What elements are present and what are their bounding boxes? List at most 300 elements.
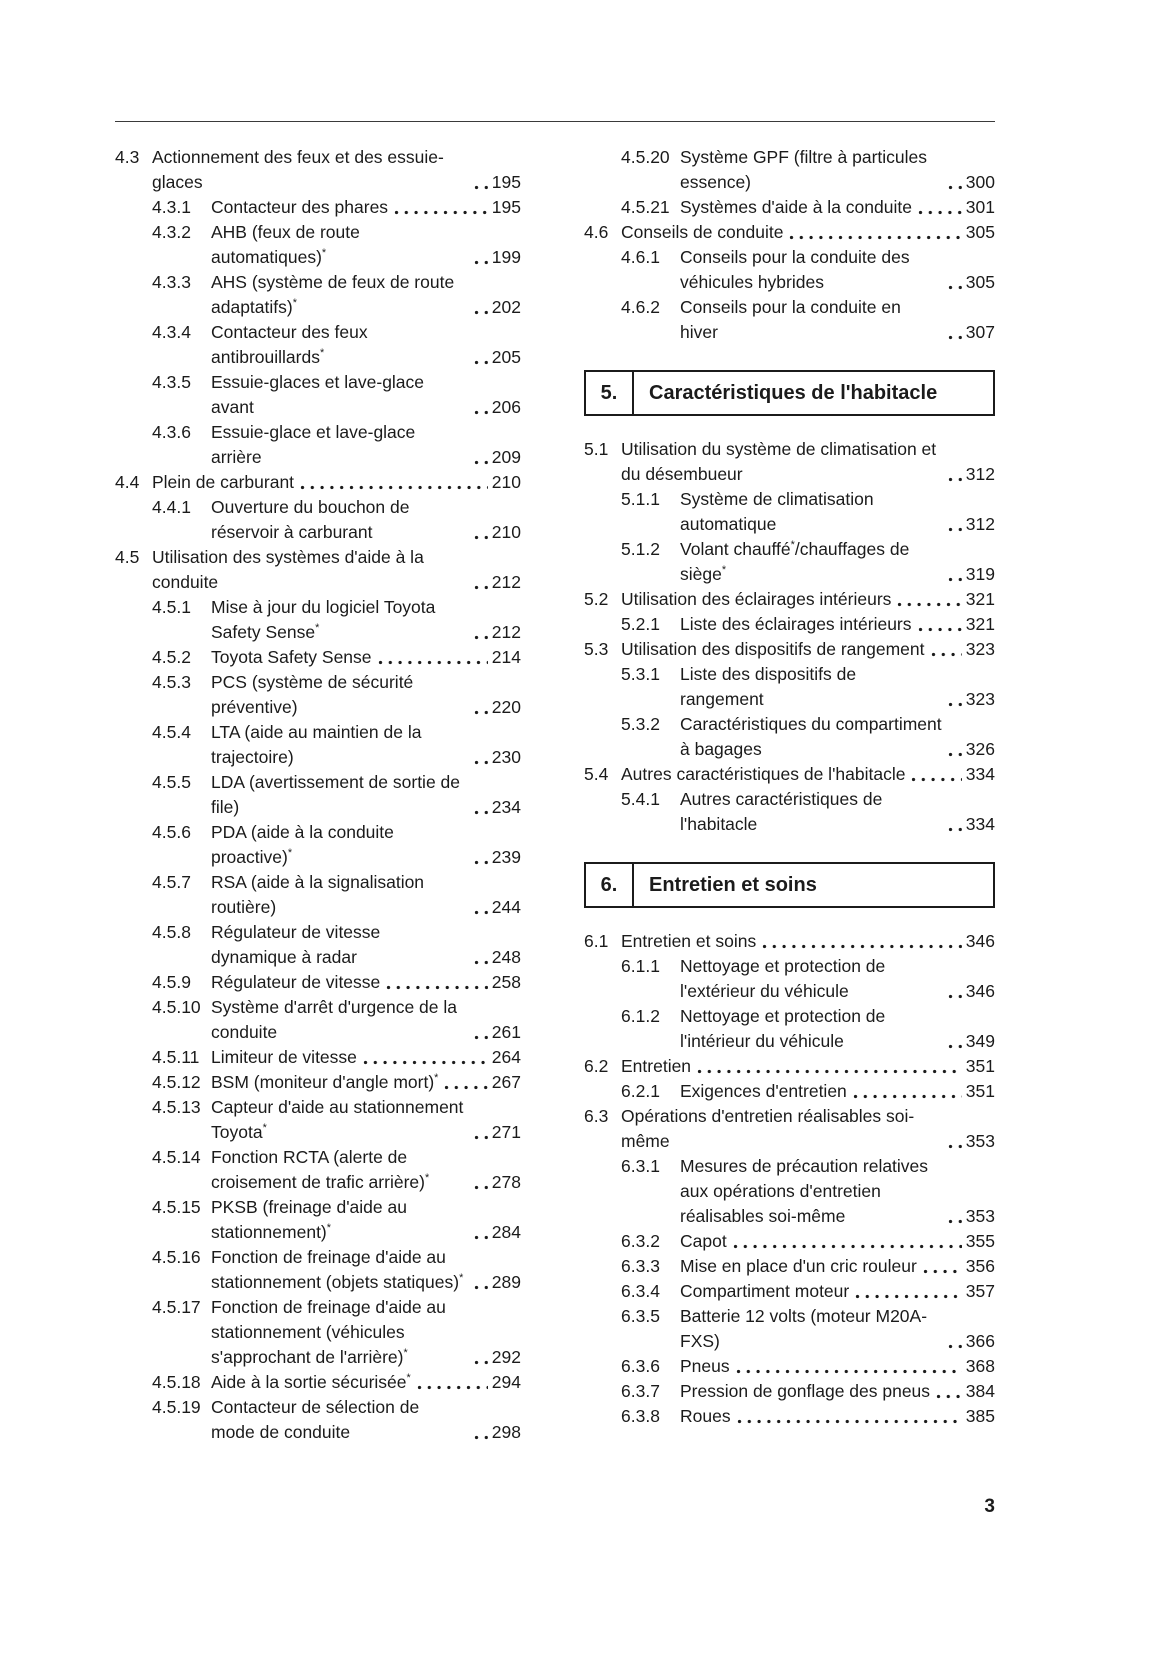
toc-entry [115,720,521,770]
toc-entry-number: 6.1.1 [621,956,660,976]
toc-entry [115,370,521,420]
dot-leader [948,827,962,832]
dot-leader [733,1244,962,1249]
toc-entry-number: 4.5.4 [152,722,191,742]
toc-entry-title: Nettoyage et protection de l'extérieur du véhicule [680,956,886,1001]
dot-leader [474,1035,488,1040]
toc-entry-text [621,195,912,220]
toc-entry [584,1154,995,1229]
toc-entry-title: Utilisation des dispositifs de rangement [621,639,925,659]
toc-entry-text [152,770,468,820]
toc-entry-number: 4.5.11 [152,1047,200,1067]
dot-leader [474,410,488,415]
toc-entry-text [621,787,942,837]
dot-leader [474,1285,488,1290]
toc-entry-number: 4.5 [115,547,140,567]
toc-entry [584,1404,995,1429]
toc-entry-page: 353 [965,1131,995,1151]
toc-entry-text [152,1395,468,1445]
toc-entry-number: 6.3 [584,1106,609,1126]
toc-entry-page: 321 [965,614,995,634]
toc-entry-page: 353 [965,1206,995,1226]
dot-leader [948,702,962,707]
toc-entry-number: 5.1.1 [621,489,660,509]
toc-entry-text [621,954,942,1004]
toc-entry [584,1279,995,1304]
dot-leader [948,335,962,340]
toc-entry-text [621,1079,847,1104]
toc-entry-page: 385 [965,1406,995,1426]
toc-entry-number: 4.5.17 [152,1297,201,1317]
toc-entry-text [584,929,756,954]
toc-entry [584,245,995,295]
toc-entry [584,220,995,245]
toc-entry-title: Systèmes d'aide à la conduite [680,197,912,217]
toc-entry-title: Pression de gonflage des pneus [680,1381,931,1401]
toc-entry-text [621,1379,930,1404]
toc-entry-page: 234 [491,797,521,817]
toc-column-right [584,145,995,1429]
toc-entry-title: Fonction de freinage d'aide au stationnement (véhicules s'approchant de l'arrière)* [211,1297,446,1367]
toc-entry-text [152,420,468,470]
toc-entry [115,1095,521,1145]
toc-entry-title: Contacteur des feux antibrouillards* [211,322,368,367]
toc-entry-title: Opérations d'entretien réalisables soi-même [621,1106,915,1151]
toc-entry-text [152,820,468,870]
toc-entry-number: 4.5.13 [152,1097,201,1117]
toc-entry-number: 4.3.4 [152,322,191,342]
toc-entry-number: 4.5.10 [152,997,201,1017]
toc-entry-page: 366 [965,1331,995,1351]
toc-entry-page: 230 [491,747,521,767]
toc-entry-title: Autres caractéristiques de l'habitacle [680,789,883,834]
toc-entry-text [152,595,468,645]
chapter-number: 5. [600,381,618,404]
dot-leader [474,635,488,640]
header-rule [115,121,995,122]
toc-entry-page: 351 [965,1081,995,1101]
toc-entry [115,545,521,595]
toc-entry-number: 6.3.5 [621,1306,660,1326]
toc-entry-text [621,1254,917,1279]
dot-leader [911,777,961,782]
toc-entry-number: 4.5.6 [152,822,191,842]
toc-entry-text [152,495,468,545]
toc-entry-page: 312 [965,514,995,534]
toc-entry-title: Mise à jour du logiciel Toyota Safety Sense* [211,597,436,642]
toc-entry-page: 292 [491,1347,521,1367]
toc-entry-number: 6.3.2 [621,1231,660,1251]
toc-entry-text [152,1070,438,1095]
toc-entry-title: RSA (aide à la signalisation routière) [211,872,425,917]
toc-entry-number: 6.3.3 [621,1256,660,1276]
toc-entry-title: Volant chauffé*/chauffages de siège* [680,539,910,584]
toc-entry-text [115,145,468,195]
toc-entry-page: 271 [491,1122,521,1142]
toc-entry [115,1045,521,1070]
toc-entry [584,295,995,345]
toc-entry-title: Roues [680,1406,731,1426]
dot-leader [948,477,962,482]
toc-entry-text [621,612,912,637]
page-number: 3 [984,1496,995,1517]
dot-leader [948,1344,962,1349]
dot-leader [931,652,962,657]
dot-leader [474,1185,488,1190]
toc-entry-text [152,920,468,970]
toc-entry-title: Ouverture du bouchon de réservoir à carburant [211,497,410,542]
toc-entry-title: Liste des éclairages intérieurs [680,614,912,634]
toc-entry-title: Utilisation des systèmes d'aide à la conduite [152,547,424,592]
toc-entry-text [152,1195,468,1245]
dot-leader [936,1394,962,1399]
toc-entry-number: 4.5.19 [152,1397,201,1417]
toc-entry-number: 4.3.3 [152,272,191,292]
chapter-title: Caractéristiques de l'habitacle [649,381,938,404]
toc-entry-page: 264 [491,1047,521,1067]
toc-entry-text [152,1045,357,1070]
toc-entry-number: 4.6 [584,222,609,242]
toc-entry-title: Autres caractéristiques de l'habitacle [621,764,906,784]
toc-entry-page: 214 [491,647,521,667]
toc-entry-text [584,1054,691,1079]
toc-entry-text [115,470,294,495]
toc-entry-number: 6.1.2 [621,1006,660,1026]
toc-entry-number: 5.2 [584,589,609,609]
toc-entry [584,1004,995,1054]
toc-entry-number: 6.3.1 [621,1156,660,1176]
toc-column-left [115,145,521,1445]
toc-entry-title: LDA (avertissement de sortie de file) [211,772,461,817]
toc-entry [584,787,995,837]
dot-leader [948,285,962,290]
toc-entry-title: Aide à la sortie sécurisée* [211,1372,411,1392]
dot-leader [948,1219,962,1224]
toc-entry-page: 305 [965,222,995,242]
toc-entry-title: Système de climatisation automatique [680,489,874,534]
toc-entry-page: 267 [491,1072,521,1092]
dot-leader [948,752,962,757]
toc-entry [584,195,995,220]
dot-leader [853,1094,962,1099]
toc-entry-title: Utilisation du système de climatisation et du désembueur [621,439,937,484]
toc-entry-title: Contacteur des phares [211,197,389,217]
toc-entry [115,770,521,820]
dot-leader [918,627,962,632]
toc-entry [115,670,521,720]
toc-entry-number: 4.5.15 [152,1197,201,1217]
toc-entry-page: 300 [965,172,995,192]
toc-entry-page: 307 [965,322,995,342]
toc-entry-page: 244 [491,897,521,917]
toc-entry-page: 323 [965,639,995,659]
toc-entry [584,587,995,612]
toc-entry-title: Système GPF (filtre à particules essence) [680,147,928,192]
toc-entry-page: 323 [965,689,995,709]
toc-entry-title: BSM (moniteur d'angle mort)* [211,1072,439,1092]
toc-entry [584,1254,995,1279]
toc-entry-page: 368 [965,1356,995,1376]
toc-entry-text [621,537,942,587]
dot-leader [474,710,488,715]
toc-entry-page: 212 [491,572,521,592]
toc-entry-title: Actionnement des feux et des essuie-glaces [152,147,444,192]
dot-leader [948,1144,962,1149]
toc-entry [115,970,521,995]
toc-entry-number: 4.5.7 [152,872,191,892]
toc-entry-page: 356 [965,1256,995,1276]
toc-entry-title: PDA (aide à la conduite proactive)* [211,822,394,867]
dot-leader [417,1385,488,1390]
toc-entry [115,1295,521,1370]
dot-leader [474,1135,488,1140]
toc-entry-number: 4.5.20 [621,147,670,167]
toc-entry-title: Conseils de conduite [621,222,784,242]
toc-entry-text [152,1295,468,1370]
toc-entry-text [621,662,942,712]
toc-entry-number: 5.1.2 [621,539,660,559]
dot-leader [474,1235,488,1240]
dot-leader [737,1419,962,1424]
toc-entry-number: 6.3.7 [621,1381,660,1401]
toc-entry-page: 384 [965,1381,995,1401]
toc-entry-page: 209 [491,447,521,467]
toc-entry-page: 321 [965,589,995,609]
toc-entry [115,1070,521,1095]
toc-entry-number: 4.5.14 [152,1147,201,1167]
toc-entry-title: Essuie-glace et lave-glace arrière [211,422,416,467]
chapter-number: 6. [600,873,618,896]
toc-entry-page: 261 [491,1022,521,1042]
toc-entry [115,1145,521,1195]
toc-entry [584,487,995,537]
toc-entry-title: Fonction RCTA (alerte de croisement de trafic arrière)* [211,1147,430,1192]
toc-entry [584,1104,995,1154]
toc-entry [115,870,521,920]
toc-entry [584,1354,995,1379]
toc-entry-title: Pneus [680,1356,730,1376]
toc-entry-title: Caractéristiques du compartiment à bagages [680,714,942,759]
toc-entry-number: 4.3.6 [152,422,191,442]
toc-entry-number: 4.5.12 [152,1072,201,1092]
toc-entry [115,820,521,870]
toc-entry-text [621,1304,942,1354]
toc-entry-number: 4.5.5 [152,772,191,792]
toc-entry-title: Utilisation des éclairages intérieurs [621,589,892,609]
toc-entry [584,1229,995,1254]
dot-leader [474,585,488,590]
toc-entry-page: 301 [965,197,995,217]
toc-entry-number: 4.3.5 [152,372,191,392]
toc-entry-page: 349 [965,1031,995,1051]
toc-entry-number: 4.5.1 [152,597,191,617]
toc-entry [584,537,995,587]
toc-entry-title: Mise en place d'un cric rouleur [680,1256,917,1276]
chapter-title: Entretien et soins [649,873,817,896]
toc-entry [584,662,995,712]
toc-entry-text [152,670,468,720]
toc-entry-text [621,295,942,345]
toc-entry-title: Régulateur de vitesse [211,972,381,992]
toc-entry [584,762,995,787]
toc-entry-page: 351 [965,1056,995,1076]
toc-entry-page: 202 [491,297,521,317]
dot-leader [444,1085,487,1090]
toc-entry-title: Entretien [621,1056,692,1076]
toc-entry-text [152,370,468,420]
dot-leader [474,960,488,965]
toc-entry [584,954,995,1004]
dot-leader [474,860,488,865]
dot-leader [474,260,488,265]
toc-entry-page: 212 [491,622,521,642]
toc-entry-number: 5.3.1 [621,664,660,684]
toc-entry-title: Exigences d'entretien [680,1081,847,1101]
toc-entry [584,1379,995,1404]
toc-entry-text [152,870,468,920]
dot-leader [918,210,962,215]
toc-entry [584,145,995,195]
toc-entry-title: AHS (système de feux de route adaptatifs)* [211,272,455,317]
toc-entry-text [621,1229,727,1254]
toc-entry-page: 357 [965,1281,995,1301]
dot-leader [948,185,962,190]
toc-entry [584,1304,995,1354]
toc-entry-text [584,437,942,487]
toc-entry-page: 199 [491,247,521,267]
dot-leader [474,535,488,540]
toc-entry-number: 4.3.2 [152,222,191,242]
dot-leader [474,360,488,365]
toc-entry-page: 210 [491,472,521,492]
toc-entry [115,1195,521,1245]
toc-entry-text [584,587,891,612]
dot-leader [474,810,488,815]
toc-entry-number: 4.5.3 [152,672,191,692]
dot-leader [386,985,488,990]
toc-page [115,0,995,1445]
toc-entry-text [152,1245,468,1295]
dot-leader [948,1044,962,1049]
toc-entry-page: 305 [965,272,995,292]
toc-entry-page: 239 [491,847,521,867]
toc-entry-number: 4.6.1 [621,247,660,267]
toc-entry-title: Essuie-glaces et lave-glace avant [211,372,425,417]
toc-entry-title: Système d'arrêt d'urgence de la conduite [211,997,457,1042]
toc-entry-page: 346 [965,931,995,951]
toc-entry-number: 4.3 [115,147,140,167]
dot-leader [923,1269,962,1274]
toc-entry-page: 334 [965,814,995,834]
dot-leader [363,1060,488,1065]
toc-entry-title: Liste des dispositifs de rangement [680,664,857,709]
dot-leader [855,1294,962,1299]
toc-entry [584,437,995,487]
toc-entry [115,470,521,495]
toc-entry-title: Toyota Safety Sense [211,647,372,667]
chapter-header [584,862,995,908]
toc-entry-page: 195 [491,172,521,192]
toc-entry-number: 6.1 [584,931,609,951]
toc-entry-text [152,720,468,770]
toc-entry [115,1395,521,1445]
toc-entry-text [621,1404,731,1429]
toc-entry-title: Plein de carburant [152,472,295,492]
toc-entry [584,637,995,662]
toc-entry-title: Régulateur de vitesse dynamique à radar [211,922,381,967]
toc-entry [115,145,521,195]
dot-leader [762,944,962,949]
toc-entry-number: 5.3 [584,639,609,659]
dot-leader [474,310,488,315]
toc-entry-text [584,1104,942,1154]
toc-entry [115,320,521,370]
toc-entry-page: 205 [491,347,521,367]
toc-entry-text [115,545,468,595]
toc-entry-title: Fonction de freinage d'aide au stationnement (objets statiques)* [211,1247,464,1292]
toc-entry [115,595,521,645]
toc-entry [115,420,521,470]
dot-leader [474,185,488,190]
toc-entry [584,1054,995,1079]
dot-leader [948,527,962,532]
toc-entry-number: 6.2 [584,1056,609,1076]
toc-entry [115,995,521,1045]
toc-entry-number: 5.3.2 [621,714,660,734]
toc-entry [584,1079,995,1104]
dot-leader [948,994,962,999]
toc-entry-page: 284 [491,1222,521,1242]
toc-entry-number: 4.3.1 [152,197,191,217]
toc-entry-text [621,1354,730,1379]
toc-entry-number: 5.2.1 [621,614,660,634]
toc-entry-text [152,220,468,270]
toc-entry-text [584,762,905,787]
toc-entry-title: Limiteur de vitesse [211,1047,357,1067]
toc-entry-text [621,245,942,295]
toc-entry [115,920,521,970]
toc-entry-number: 6.3.6 [621,1356,660,1376]
toc-entry-page: 195 [491,197,521,217]
toc-entry-title: Mesures de précaution relatives aux opérations d'entretien réalisables soi-même [680,1156,929,1226]
toc-entry-page: 248 [491,947,521,967]
toc-entry-title: Batterie 12 volts (moteur M20A-FXS) [680,1306,928,1351]
toc-entry-title: Nettoyage et protection de l'intérieur du véhicule [680,1006,886,1051]
dot-leader [736,1369,962,1374]
toc-entry-number: 4.5.18 [152,1372,201,1392]
toc-entry-number: 5.4.1 [621,789,660,809]
toc-entry-page: 346 [965,981,995,1001]
dot-leader [697,1069,962,1074]
toc-columns [115,145,995,1445]
toc-entry-title: Compartiment moteur [680,1281,850,1301]
dot-leader [378,660,488,665]
toc-entry-title: Contacteur de sélection de mode de conduite [211,1397,420,1442]
toc-entry-text [152,1370,411,1395]
toc-entry-title: LTA (aide au maintien de la trajectoire) [211,722,422,767]
toc-entry-text [152,645,372,670]
toc-entry-title: PKSB (freinage d'aide au stationnement)* [211,1197,407,1242]
toc-entry-page: 319 [965,564,995,584]
toc-entry-page: 294 [491,1372,521,1392]
toc-entry-number: 4.5.2 [152,647,191,667]
toc-entry [115,1370,521,1395]
toc-entry-number: 5.1 [584,439,609,459]
toc-entry-page: 278 [491,1172,521,1192]
dot-leader [474,760,488,765]
toc-entry-text [621,712,942,762]
chapter-header [584,370,995,416]
